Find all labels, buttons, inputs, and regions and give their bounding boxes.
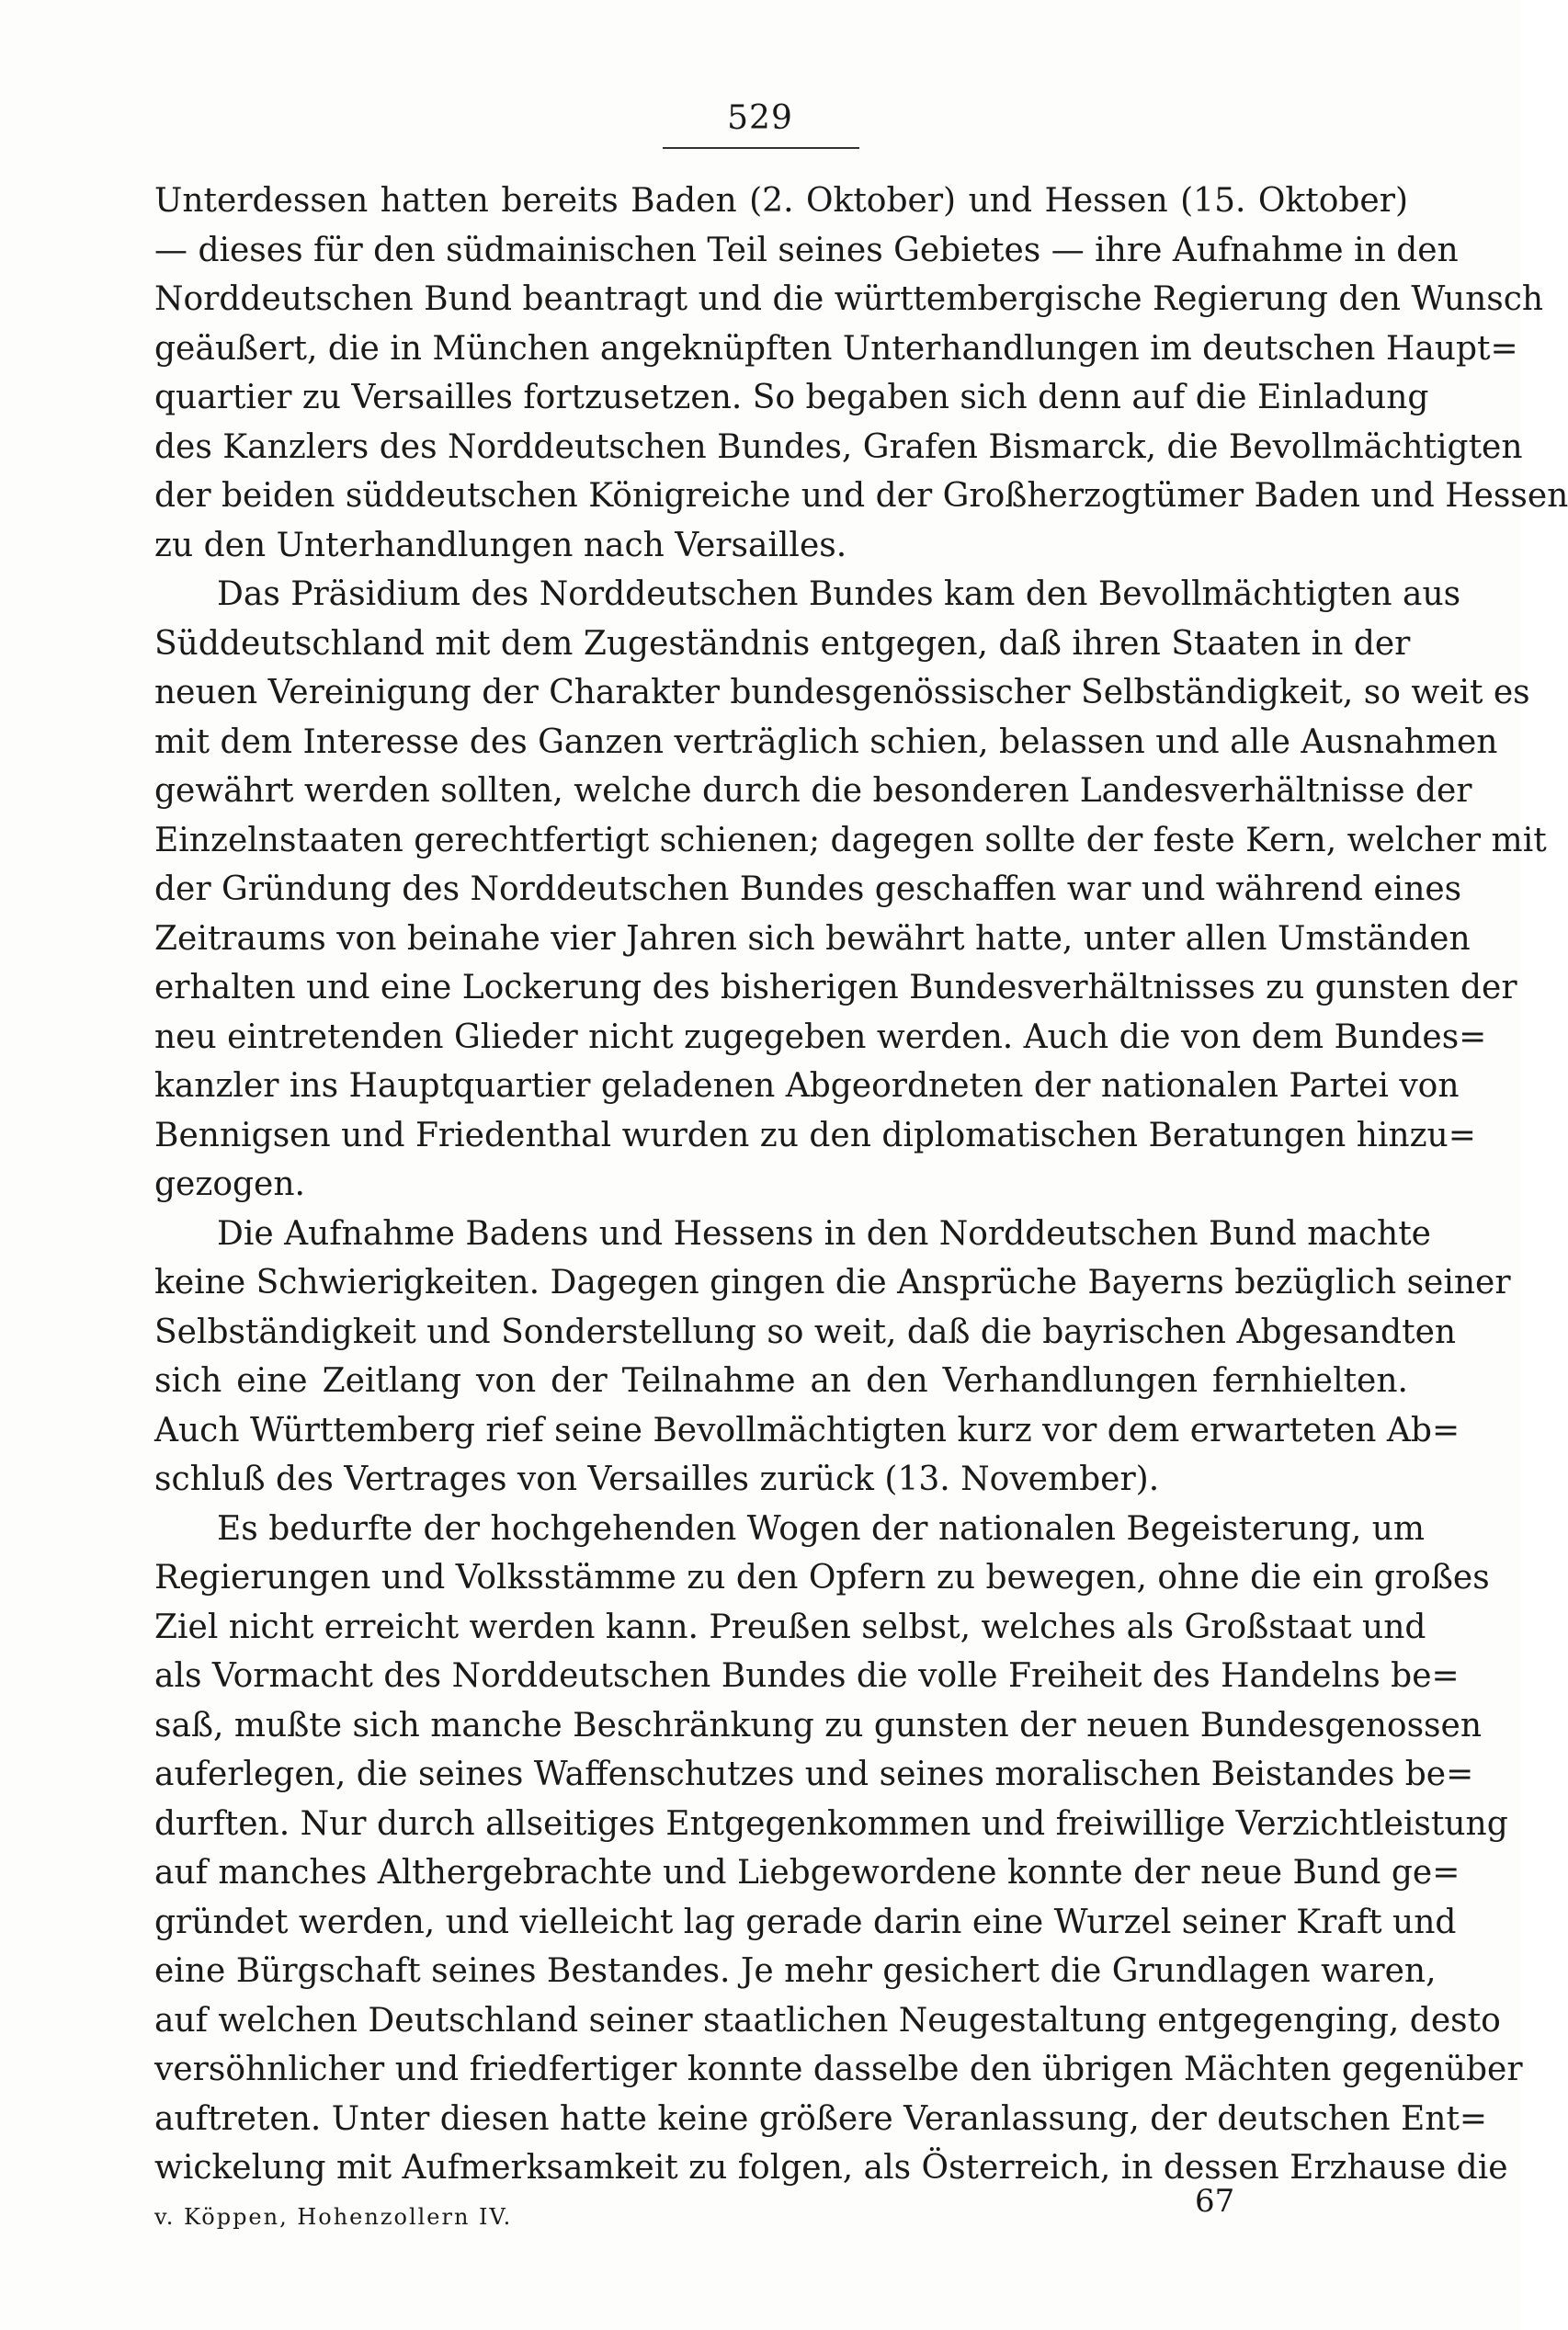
text-line: kanzler ins Hauptquartier geladenen Abgeordneten der nationalen Partei von <box>154 1067 1460 1105</box>
text-line: — dieses für den südmainischen Teil seines Gebietes — ihre Aufnahme in den <box>154 231 1459 269</box>
text-line: auf manches Althergebrachte und Liebgewordene konnte der neue Bund ge= <box>154 1854 1460 1892</box>
text-line: Bennigsen und Friedenthal wurden zu den diplomatischen Beratungen hinzu= <box>154 1116 1476 1154</box>
text-line: gründet werden, und vielleicht lag gerade darin eine Wurzel seiner Kraft und <box>154 1903 1457 1941</box>
text-line: versöhnlicher und friedfertiger konnte dasselbe den übrigen Mächten gegenüber <box>154 2051 1523 2088</box>
text-line: auferlegen, die seines Waffenschutzes und seines moralischen Beistandes be= <box>154 1756 1474 1793</box>
text-line: quartier zu Versailles fortzusetzen. So begaben sich denn auf die Einladung <box>154 379 1429 416</box>
footer-signature: v. Köppen, Hohenzollern IV. <box>154 2204 513 2230</box>
text-line: der beiden süddeutschen Königreiche und der Großherzogtümer Baden und Hessen <box>154 477 1568 515</box>
text-line: saß, mußte sich manche Beschränkung zu gunsten der neuen Bundesgenossen <box>154 1706 1483 1745</box>
paragraph <box>154 1210 1511 1505</box>
text-line: Unterdessen hatten bereits Baden (2. Oktober) und Hessen (15. Oktober) <box>154 182 1408 220</box>
text-line: Norddeutschen Bund beantragt und die württembergische Regierung den Wunsch <box>154 280 1544 318</box>
text-line: Ziel nicht erreicht werden kann. Preußen selbst, welches als Großstaat und <box>154 1608 1426 1646</box>
text-line: durften. Nur durch allseitiges Entgegenkommen und freiwillige Verzichtleistung <box>154 1804 1508 1843</box>
text-line: Zeitraums von beinahe vier Jahren sich bewährt hatte, unter allen Umständen <box>154 919 1471 958</box>
text-line: neu eintretenden Glieder nicht zugegeben werden. Auch die von dem Bundes= <box>154 1017 1487 1056</box>
text-line: auf welchen Deutschland seiner staatlichen Neugestaltung entgegenging, desto <box>154 2001 1501 2040</box>
text-line: wickelung mit Aufmerksamkeit zu folgen, als Österreich, in dessen Erzhause die <box>154 2149 1508 2187</box>
text-line: zu den Unterhandlungen nach Versailles. <box>154 526 847 564</box>
text-line: als Vormacht des Norddeutschen Bundes die volle Freiheit des Handelns be= <box>154 1657 1460 1695</box>
body-text <box>154 176 1568 2193</box>
text-line: Die Aufnahme Badens und Hessens in den Norddeutschen Bund machte <box>217 1214 1431 1253</box>
text-line: eine Bürgschaft seines Bestandes. Je mehr gesichert die Grundlagen waren, <box>154 1952 1437 1990</box>
text-line: gewährt werden sollten, welche durch die besonderen Landesverhältnisse der <box>154 772 1472 810</box>
text-line: des Kanzlers des Norddeutschen Bundes, Grafen Bismarck, die Bevollmächtigten <box>154 427 1523 466</box>
paragraph <box>154 1505 1523 2193</box>
text-line: Regierungen und Volksstämme zu den Opfern zu bewegen, ohne die ein großes <box>154 1559 1490 1597</box>
header-rule <box>663 147 859 149</box>
text-line: gezogen. <box>154 1165 305 1203</box>
paragraph <box>154 570 1547 1210</box>
text-line: Selbständigkeit und Sonderstellung so weit, daß die bayrischen Abgesandten <box>154 1313 1457 1351</box>
text-line: erhalten und eine Lockerung des bisherigen Bundesverhältnisses zu gunsten der <box>154 969 1517 1006</box>
text-line: sich eine Zeitlang von der Teilnahme an den Verhandlungen fernhielten. <box>154 1362 1408 1400</box>
text-line: auftreten. Unter diesen hatte keine größere Veranlassung, der deutschen Ent= <box>154 2099 1488 2138</box>
text-line: der Gründung des Norddeutschen Bundes geschaffen war und während eines <box>154 870 1462 908</box>
text-line: schluß des Vertrages von Versailles zurück (13. November). <box>154 1461 1160 1498</box>
text-line: mit dem Interesse des Ganzen verträglich schien, belassen und alle Ausnahmen <box>154 722 1498 761</box>
text-line: keine Schwierigkeiten. Dagegen gingen die Ansprüche Bayerns bezüglich seiner <box>154 1264 1511 1301</box>
text-line: Das Präsidium des Norddeutschen Bundes kam den Bevollmächtigten aus <box>217 575 1461 613</box>
sheet-number: 67 <box>1195 2183 1235 2220</box>
text-line: Es bedurfte der hochgehenden Wogen der nationalen Begeisterung, um <box>217 1509 1426 1548</box>
text-line: neuen Vereinigung der Charakter bundesgenössischer Selbständigkeit, so weit es <box>154 674 1530 711</box>
paragraph <box>154 176 1568 570</box>
text-line: Süddeutschland mit dem Zugeständnis entgegen, daß ihren Staaten in der <box>154 624 1411 663</box>
text-line: Einzelnstaaten gerechtfertigt schienen; dagegen sollte der feste Kern, welcher mit <box>154 821 1547 859</box>
page-number: 529 <box>727 99 793 137</box>
text-line: Auch Württemberg rief seine Bevollmächtigten kurz vor dem erwarteten Ab= <box>154 1411 1460 1449</box>
text-line: geäußert, die in München angeknüpften Unterhandlungen im deutschen Haupt= <box>154 329 1518 368</box>
